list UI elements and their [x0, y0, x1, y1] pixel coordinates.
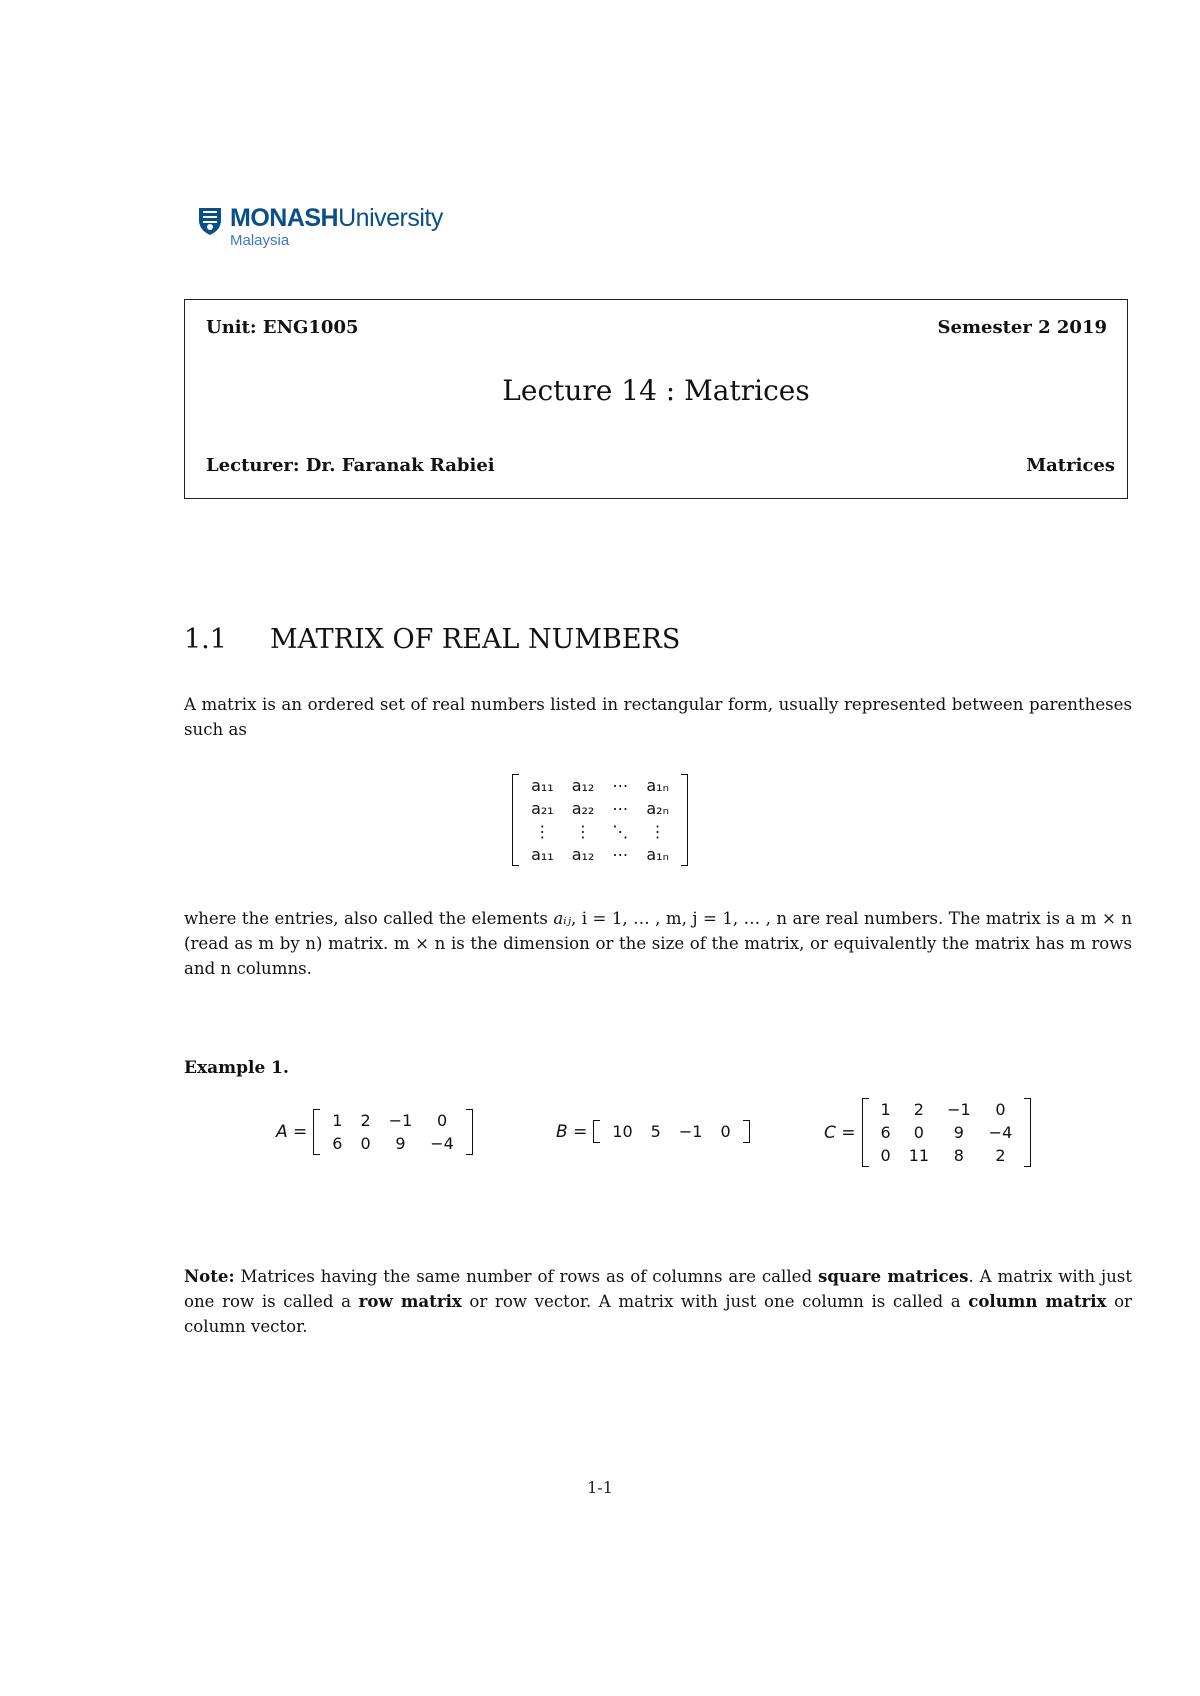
matrix-entry: a₁₂	[571, 776, 595, 795]
lecture-header-box	[184, 299, 1128, 499]
lecture-topic: Matrices	[1026, 455, 1115, 476]
matrix-entry: ⋮	[575, 822, 592, 841]
matrix-entry: 6	[332, 1134, 343, 1153]
matrix-entry: ⋮	[649, 822, 666, 841]
matrix-entry: 0	[913, 1123, 924, 1142]
matrix-entry: a₁₁	[531, 776, 554, 795]
matrix-row	[323, 1109, 463, 1132]
matrix-entry: 6	[880, 1123, 891, 1142]
matrix-entry: 11	[908, 1146, 930, 1165]
term-row-matrix: row matrix	[358, 1291, 462, 1311]
term-column-matrix: column matrix	[968, 1291, 1107, 1311]
matrix-C	[824, 1098, 1031, 1167]
matrix-entry: −1	[388, 1111, 413, 1130]
section-title: MATRIX OF REAL NUMBERS	[270, 624, 681, 655]
matrix-entry: a₂ₙ	[646, 799, 669, 818]
matrix-entry: 5	[650, 1122, 661, 1141]
element-notation: aᵢⱼ	[553, 909, 571, 928]
matrix-entry: 2	[913, 1100, 924, 1119]
matrix-entry: 0	[360, 1134, 371, 1153]
section-number: 1.1	[184, 624, 227, 655]
matrix-B	[556, 1120, 750, 1143]
matrix-A	[276, 1109, 473, 1155]
matrix-entry: −1	[947, 1100, 971, 1119]
matrix-entry: 0	[720, 1122, 731, 1141]
matrix-entry: a₁₁	[531, 845, 554, 864]
matrix-entry: ⋱	[612, 822, 629, 841]
matrix-entry: −4	[988, 1123, 1013, 1142]
lecturer-name: Lecturer: Dr. Faranak Rabiei	[206, 455, 495, 476]
note-label: Note:	[184, 1266, 235, 1286]
unit-code: Unit: ENG1005	[206, 317, 359, 338]
example-label: Example 1.	[184, 1058, 289, 1078]
monash-logo	[196, 206, 443, 248]
matrix-row	[522, 774, 678, 797]
matrix-description: where the entries, also called the elements aᵢⱼ, i = 1, … , m, j = 1, … , n are real numbers. The matrix is a m × n (read as m by n) matrix. m × n is the dimension or the size of the matrix, or equivalently the matrix has m rows and n columns.	[184, 909, 1133, 978]
matrix-entry: a₂₁	[531, 799, 554, 818]
matrix-entry: a₁ₙ	[646, 845, 669, 864]
general-matrix	[512, 774, 688, 866]
matrix-entry: a₁₂	[571, 845, 595, 864]
matrix-row	[603, 1120, 739, 1143]
matrix-entry: 9	[953, 1123, 964, 1142]
logo-wordmark: MONASHUniversity	[230, 204, 443, 232]
matrix-entry: ⋮	[534, 822, 551, 841]
matrix-entry: 8	[953, 1146, 964, 1165]
matrix-row	[872, 1144, 1022, 1167]
matrix-entry: 0	[995, 1100, 1006, 1119]
matrix-entry: −1	[678, 1122, 703, 1141]
matrix-entry: a₁ₙ	[646, 776, 669, 795]
matrix-row	[522, 820, 678, 843]
matrix-C-label: C =	[824, 1122, 856, 1143]
matrix-entry: ⋯	[612, 776, 629, 795]
matrix-row	[872, 1098, 1022, 1121]
section-heading	[184, 624, 680, 655]
matrix-entry: 2	[360, 1111, 371, 1130]
matrix-row	[872, 1121, 1022, 1144]
matrix-row	[522, 843, 678, 866]
matrix-A-label: A =	[276, 1122, 308, 1142]
matrix-entry: 1	[332, 1111, 343, 1130]
term-square-matrices: square matrices	[817, 1266, 969, 1286]
matrix-row	[323, 1132, 463, 1155]
intro-paragraph: A matrix is an ordered set of real numbers listed in rectangular form, usually represented between parentheses such as	[184, 695, 1132, 739]
matrix-B-label: B =	[556, 1121, 588, 1142]
general-matrix-wrapper	[0, 774, 1200, 870]
semester: Semester 2 2019	[937, 317, 1107, 338]
matrix-entry: 1	[880, 1100, 891, 1119]
note-paragraph: Note: Matrices having the same number of rows as of columns are called square matrices. A matrix with just one row is called a row matrix or row vector. A matrix with just one column is called a column matrix or column vector.	[184, 1266, 1132, 1336]
matrix-row	[522, 797, 678, 820]
matrix-entry: −4	[430, 1134, 454, 1153]
matrix-entry: 10	[612, 1122, 633, 1141]
monash-crest-icon	[196, 206, 224, 236]
logo-subtitle: Malaysia	[230, 232, 290, 249]
matrix-entry: 2	[995, 1146, 1006, 1165]
page-number: 1-1	[587, 1478, 613, 1497]
matrix-entry: ⋯	[612, 799, 629, 818]
matrix-entry: a₂₂	[571, 799, 595, 818]
matrix-entry: ⋯	[612, 845, 629, 864]
matrix-entry: 0	[880, 1146, 891, 1165]
matrix-entry: 0	[436, 1111, 448, 1130]
matrix-entry: 9	[395, 1134, 406, 1153]
lecture-title: Lecture 14 : Matrices	[502, 374, 810, 407]
